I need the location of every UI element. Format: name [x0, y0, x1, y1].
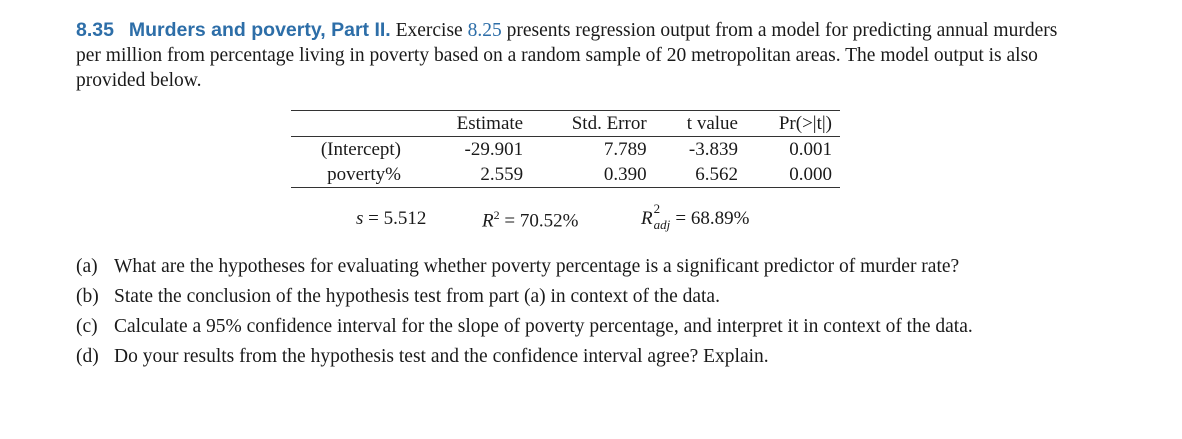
column-header-estimate: Estimate [456, 113, 524, 134]
residual-standard-error [356, 208, 426, 230]
r2adj-subscript: adj [653, 217, 671, 232]
question-text: Calculate a 95% confidence interval for the slope of poverty percentage, and interpret it in context of the data. [114, 316, 973, 337]
column-header-std-error: Std. Error [571, 113, 647, 134]
cell-t-value: -3.839 [688, 139, 738, 160]
list-item [76, 284, 1076, 309]
table-header-row [291, 111, 840, 137]
r2-symbol: R [482, 210, 494, 232]
r2adj-scripts [653, 201, 671, 232]
header-blank-cell [291, 111, 419, 137]
r2adj-symbol: R [641, 208, 653, 229]
question-label: (a) [76, 256, 98, 277]
intro-text-after-ref: presents regression output from a model for predicting annual murders per million from percentage living in poverty based on a random sample of 20 metropolitan areas. The model output is also provided below. [76, 20, 1058, 91]
question-label: (c) [76, 316, 98, 337]
r2adj-value: = 68.89% [675, 208, 750, 229]
cell-std-error: 7.789 [603, 139, 647, 160]
column-header-t-value: t value [686, 113, 738, 134]
question-list [76, 254, 1076, 369]
r2adj-superscript: 2 [653, 201, 661, 216]
r2-value: = 70.52% [504, 210, 579, 232]
s-symbol: s [356, 208, 364, 229]
list-item [76, 344, 1076, 369]
cell-estimate: -29.901 [464, 139, 524, 160]
column-header-p-value: Pr(>|t|) [778, 113, 832, 134]
exercise-title: Murders and poverty, Part II. [128, 19, 391, 41]
cell-std-error: 0.390 [603, 164, 647, 185]
question-text: State the conclusion of the hypothesis test from part (a) in context of the data. [114, 286, 720, 307]
intro-text-before-ref: Exercise [395, 20, 463, 41]
list-item [76, 254, 1076, 279]
question-label: (b) [76, 286, 99, 307]
exercise-number: 8.35 [76, 19, 114, 41]
cell-p-value: 0.001 [789, 139, 832, 160]
exercise-reference-link[interactable]: 8.25 [467, 20, 502, 41]
question-text: Do your results from the hypothesis test and the confidence interval agree? Explain. [114, 346, 769, 367]
row-label-intercept: (Intercept) [320, 139, 401, 160]
cell-t-value: 6.562 [695, 164, 738, 185]
r-squared [482, 208, 578, 232]
s-value: = 5.512 [368, 208, 427, 229]
table-row [291, 137, 840, 163]
exercise-intro [76, 18, 1076, 93]
regression-output-table [291, 110, 840, 188]
list-item [76, 314, 1076, 339]
cell-p-value: 0.000 [789, 164, 832, 185]
cell-estimate: 2.559 [480, 164, 524, 185]
adjusted-r-squared [641, 201, 750, 232]
question-label: (d) [76, 346, 99, 367]
row-label-poverty: poverty% [327, 164, 401, 185]
question-text: What are the hypotheses for evaluating whether poverty percentage is a significant predictor of murder rate? [114, 256, 960, 277]
table-row [291, 162, 840, 188]
r2-superscript: 2 [493, 208, 500, 222]
